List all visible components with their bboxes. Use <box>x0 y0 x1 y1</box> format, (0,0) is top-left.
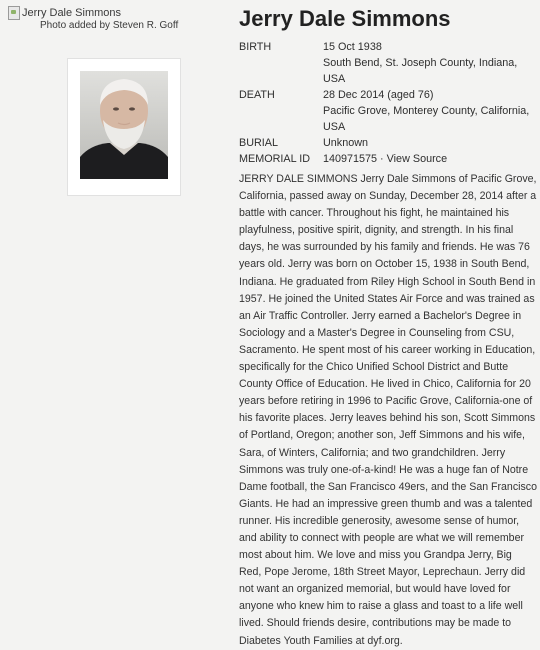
photo-credit[interactable]: Photo added by Steven R. Goff <box>40 20 179 31</box>
burial-row <box>239 135 539 151</box>
burial-label: BURIAL <box>239 137 279 149</box>
memorial-biography: JERRY DALE SIMMONS Jerry Dale Simmons of Pacific Grove, California, passed away on Sunday, December 28, 2014 after a battle with cancer. Throughout his fight, he maintained his playfulness, positive spirit, dignity, and strength. In his final days, he was surrounded by his family and friends. He was 76 years old. Jerry was born on October 15, 1938 in South Bend, Indiana. He graduated from Riley High School in South Bend in 1957. He joined the United States Air Force and was trained as an Air Traffic Controller. Jerry earned a Bachelor's Degree in Sociology and a Master's Degree in Counseling from CSU, Sacramento. He spent most of his career working in Education, specifically for the Chico Unified School District and Butte County Office of Education. He lived in Chico, California for 20 years before retiring in 1996 to Pacific Grove, California-one of his favorite places. Jerry leaves behind his son, Scott Simmons of Portland, Oregon; another son, Jeff Simmons and his wife, Sara, of Winters, California; and two grandchildren. Jerry Simmons was truly one-of-a-kind! He was a huge fan of Notre Dame football, the San Francisco 49ers, and the San Francisco Giants. He had an impressive green thumb and was a talented runner. His incredible generosity, awesome sense of humor, and ability to connect with people are what we will remember most about him. We love and miss you Grandpa Jerry, Big Red, Pope Jerome, 18th Street Mayor, Leprechaun. Jerry did not want an organized memorial, but would have loved for anyone who knew him to raise a glass and toast to a life well lived. Should friends desire, contributions may be made to Diabetes Youth Families at dyf.org. <box>239 173 537 647</box>
broken-image-alt-text: Jerry Dale Simmons <box>22 7 122 19</box>
birth-place[interactable]: South Bend, St. Joseph County, Indiana, USA <box>323 57 518 85</box>
portrait-image <box>80 71 168 179</box>
broken-image[interactable] <box>8 6 121 20</box>
broken-image-icon <box>8 6 20 20</box>
death-value <box>323 87 539 135</box>
birth-label: BIRTH <box>239 41 272 53</box>
memorial-facts <box>239 39 539 167</box>
death-date: 28 Dec 2014 (aged 76) <box>323 89 434 101</box>
memorial-id-value <box>323 151 539 167</box>
birth-row <box>239 39 539 87</box>
death-place[interactable]: Pacific Grove, Monterey County, California, USA <box>323 105 530 133</box>
birth-date: 15 Oct 1938 <box>323 41 382 53</box>
view-source-link[interactable]: View Source <box>386 153 448 165</box>
memorial-id-row <box>239 151 539 167</box>
memorial-photo-frame <box>68 59 180 195</box>
memorial-name: Jerry Dale Simmons <box>239 6 451 31</box>
memorial-photo[interactable] <box>80 71 168 179</box>
memorial-id-label: MEMORIAL ID <box>239 153 310 165</box>
birth-value <box>323 39 539 87</box>
death-label: DEATH <box>239 89 275 101</box>
memorial-id-separator: · <box>377 153 387 165</box>
burial-value: Unknown <box>323 137 369 149</box>
death-row <box>239 87 539 135</box>
memorial-id-number: 140971575 <box>323 153 378 165</box>
